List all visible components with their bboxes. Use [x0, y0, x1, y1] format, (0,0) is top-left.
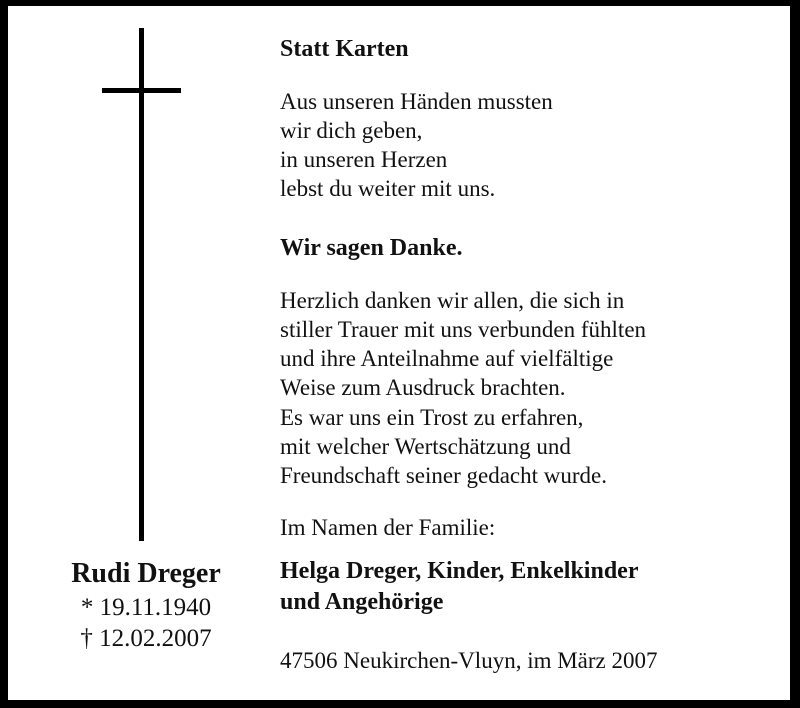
cross-vertical-bar — [139, 28, 144, 541]
paragraph-line: und ihre Anteilnahme auf vielfältige — [280, 346, 614, 371]
poem-line: in unseren Herzen — [280, 147, 448, 172]
family-intro: Im Namen der Familie: — [280, 515, 496, 540]
poem-line: Aus unseren Händen mussten — [280, 89, 553, 114]
paragraph-line: stiller Trauer mit uns verbunden fühlten — [280, 317, 647, 342]
notice-heading: Statt Karten — [280, 36, 409, 62]
poem-line: lebst du weiter mit uns. — [280, 176, 496, 201]
thanks-heading: Wir sagen Danke. — [280, 235, 463, 261]
deceased-info — [40, 556, 252, 654]
comfort-paragraph — [280, 403, 607, 490]
signatories — [280, 556, 638, 618]
death-date: † 12.02.2007 — [80, 625, 212, 652]
poem — [280, 87, 553, 203]
signatory-line: Helga Dreger, Kinder, Enkelkinder — [280, 558, 639, 584]
signatory-line: und Angehörige — [280, 589, 444, 615]
paragraph-line: Es war uns ein Trost zu erfahren, — [280, 405, 584, 430]
paragraph-line: Freundschaft seiner gedacht wurde. — [280, 463, 607, 488]
thanks-paragraph — [280, 286, 646, 402]
deceased-name: Rudi Dreger — [71, 558, 221, 589]
paragraph-line: Weise zum Ausdruck brachten. — [280, 375, 566, 400]
paragraph-line: mit welcher Wertschätzung und — [280, 434, 571, 459]
poem-line: wir dich geben, — [280, 118, 423, 143]
cross-horizontal-bar — [102, 88, 181, 93]
birth-date: * 19.11.1940 — [80, 594, 212, 621]
place-date: 47506 Neukirchen-Vluyn, im März 2007 — [280, 648, 658, 673]
paragraph-line: Herzlich danken wir allen, die sich in — [280, 288, 625, 313]
